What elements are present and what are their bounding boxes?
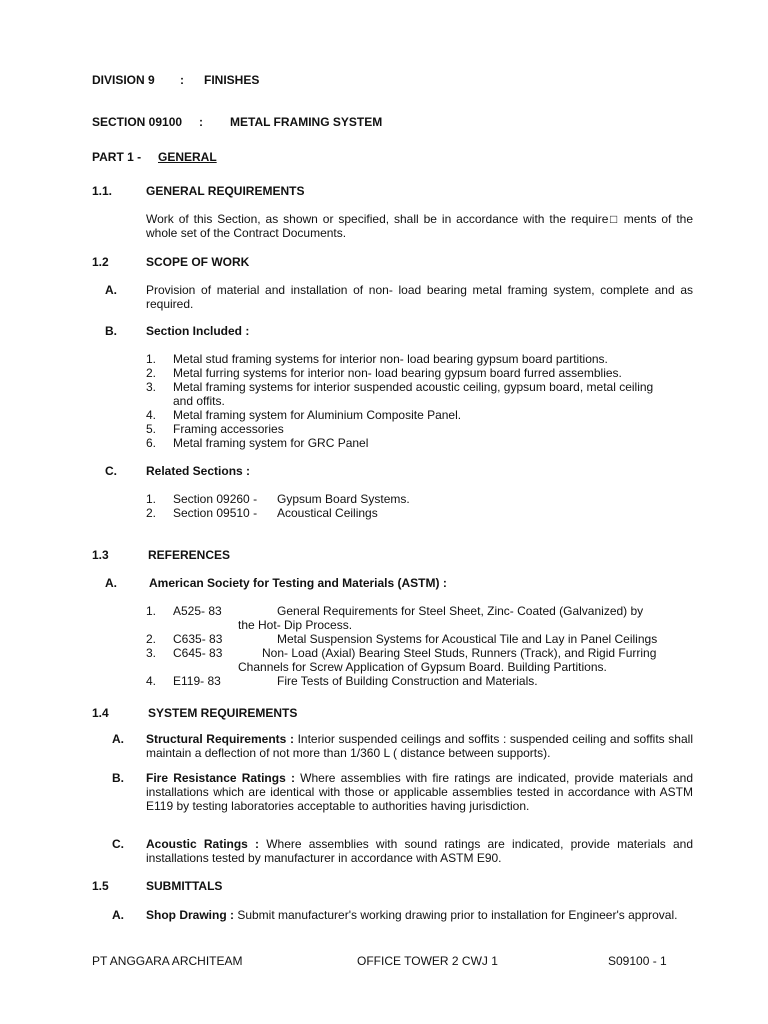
list-item: Metal stud framing systems for interior non- load bearing gypsum board partitions. xyxy=(173,352,608,366)
s1-4-a-letter: A. xyxy=(112,732,124,746)
list-item-number: 4. xyxy=(146,408,157,422)
list-item-continuation: and offits. xyxy=(173,394,225,408)
footer-page-number: S09100 - 1 xyxy=(608,954,667,968)
part-title: GENERAL xyxy=(158,150,217,164)
s1-4-c-lead: Acoustic Ratings : xyxy=(146,837,260,851)
s1-1-number: 1.1. xyxy=(92,184,113,198)
list-item-number: 1. xyxy=(146,492,157,506)
list-item-number: 1. xyxy=(146,604,157,618)
list-item: Acoustical Ceilings xyxy=(277,506,378,520)
s1-4-heading: SYSTEM REQUIREMENTS xyxy=(148,706,298,720)
section-separator: : xyxy=(199,115,203,129)
s1-5-a-lead: Shop Drawing : xyxy=(146,908,234,922)
s1-4-b-lead: Fire Resistance Ratings : xyxy=(146,771,295,785)
division-label: DIVISION 9 xyxy=(92,73,155,87)
list-item-code: Section 09260 - xyxy=(173,492,258,506)
section-label: SECTION 09100 xyxy=(92,115,183,129)
list-item: General Requirements for Steel Sheet, Zinc- Coated (Galvanized) by xyxy=(277,604,644,618)
list-item-number: 6. xyxy=(146,436,157,450)
s1-2-number: 1.2 xyxy=(92,255,109,269)
section-title: METAL FRAMING SYSTEM xyxy=(230,115,383,129)
list-item: Metal furring systems for interior non- load bearing gypsum board furred assemblies. xyxy=(173,366,622,380)
s1-5-a-paragraph xyxy=(146,908,693,922)
s1-4-c-text: Where assemblies with sound ratings are indicated, provide materials and installations tested by manufacturer in accordance with ASTM E90. xyxy=(146,837,693,865)
s1-2-a-letter: A. xyxy=(105,283,117,297)
s1-4-b-paragraph xyxy=(146,771,693,813)
list-item-number: 4. xyxy=(146,674,157,688)
division-title: FINISHES xyxy=(204,73,260,87)
list-item-number: 2. xyxy=(146,632,157,646)
list-item-number: 5. xyxy=(146,422,157,436)
list-item: Metal framing systems for interior suspended acoustic ceiling, gypsum board, metal ceiling xyxy=(173,380,654,394)
s1-2-c-letter: C. xyxy=(105,464,117,478)
list-item: Fire Tests of Building Construction and Materials. xyxy=(277,674,538,688)
s1-4-number: 1.4 xyxy=(92,706,109,720)
list-item-number: 3. xyxy=(146,646,157,660)
s1-2-a-text: Provision of material and installation of non- load bearing metal framing system, complete and as required. xyxy=(146,283,693,311)
s1-4-b-text: Where assemblies with fire ratings are indicated, provide materials and installations which are identical with those or applicable assemblies tested in accordance with ASTM E119 by testing laboratories acceptable to authorities having jurisdiction. xyxy=(146,771,693,813)
list-item: Metal framing system for GRC Panel xyxy=(173,436,369,450)
list-item: Metal Suspension Systems for Acoustical Tile and Lay in Panel Ceilings xyxy=(277,632,658,646)
s1-2-c-heading: Related Sections : xyxy=(146,464,251,478)
list-item: Metal framing system for Aluminium Composite Panel. xyxy=(173,408,462,422)
footer-company: PT ANGGARA ARCHITEAM xyxy=(92,954,243,968)
s1-4-a-text: Interior suspended ceilings and soffits : suspended ceiling and soffits shall maintain a deflection of not more than 1/360 L ( distance between supports). xyxy=(146,732,693,760)
s1-1-heading: GENERAL REQUIREMENTS xyxy=(146,184,305,198)
s1-2-heading: SCOPE OF WORK xyxy=(146,255,250,269)
s1-3-a-heading: American Society for Testing and Materials (ASTM) : xyxy=(149,576,447,590)
list-item-continuation: Channels for Screw Application of Gypsum Board. Building Partitions. xyxy=(238,660,607,674)
s1-1-text: Work of this Section, as shown or specified, shall be in accordance with the require□ ments of the whole set of the Contract Documents. xyxy=(146,212,693,240)
s1-5-a-letter: A. xyxy=(112,908,124,922)
list-item-code: C635- 83 xyxy=(173,632,223,646)
list-item-number: 2. xyxy=(146,506,157,520)
list-item-number: 3. xyxy=(146,380,157,394)
s1-5-heading: SUBMITTALS xyxy=(146,879,223,893)
footer-project: OFFICE TOWER 2 CWJ 1 xyxy=(357,954,498,968)
s1-5-number: 1.5 xyxy=(92,879,109,893)
list-item: Framing accessories xyxy=(173,422,284,436)
s1-5-a-text: Submit manufacturer's working drawing prior to installation for Engineer's approval. xyxy=(234,908,678,922)
list-item-continuation: the Hot- Dip Process. xyxy=(238,618,353,632)
list-item-code: A525- 83 xyxy=(173,604,222,618)
list-item-number: 2. xyxy=(146,366,157,380)
part-label: PART 1 - xyxy=(92,150,142,164)
list-item-number: 1. xyxy=(146,352,157,366)
s1-3-number: 1.3 xyxy=(92,548,109,562)
s1-4-c-letter: C. xyxy=(112,837,124,851)
s1-4-b-letter: B. xyxy=(112,771,124,785)
s1-2-b-letter: B. xyxy=(105,324,117,338)
list-item-code: C645- 83 xyxy=(173,646,223,660)
s1-2-b-heading: Section Included : xyxy=(146,324,250,338)
s1-4-a-lead: Structural Requirements : xyxy=(146,732,294,746)
list-item: Non- Load (Axial) Bearing Steel Studs, Runners (Track), and Rigid Furring xyxy=(262,646,657,660)
division-separator: : xyxy=(180,73,184,87)
s1-3-heading: REFERENCES xyxy=(148,548,231,562)
list-item-code: Section 09510 - xyxy=(173,506,258,520)
list-item: Gypsum Board Systems. xyxy=(277,492,410,506)
list-item-code: E119- 83 xyxy=(173,674,221,688)
s1-3-a-letter: A. xyxy=(105,576,117,590)
s1-4-a-paragraph xyxy=(146,732,693,760)
s1-4-c-paragraph xyxy=(146,837,693,865)
